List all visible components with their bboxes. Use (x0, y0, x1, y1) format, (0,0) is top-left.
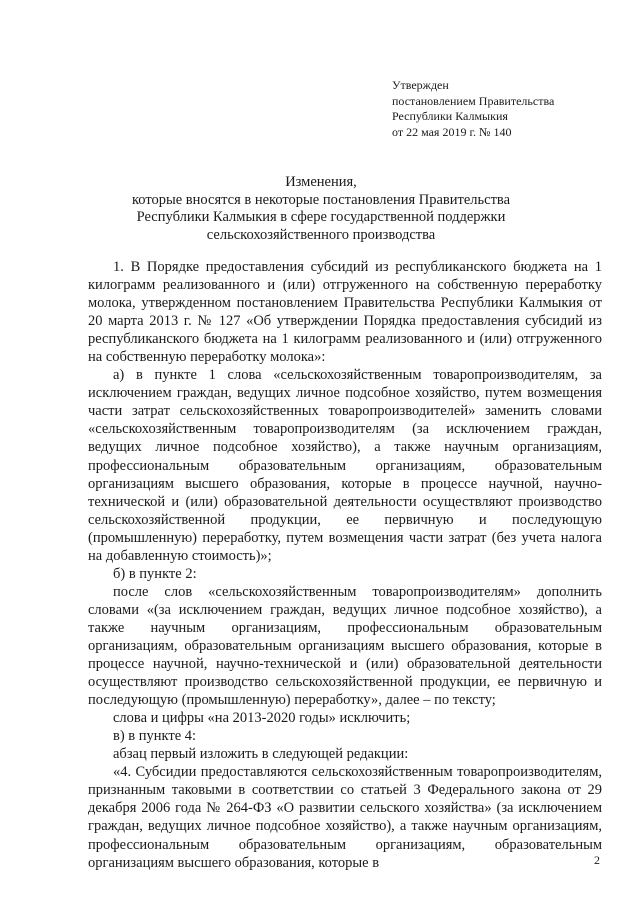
approval-line-1: Утвержден (392, 78, 449, 92)
page-number: 2 (594, 853, 600, 867)
paragraph-1: 1. В Порядке предоставления субсидий из республиканского бюджета на 1 килограмм реализованного и (или) отгруженного на собственную переработку молока, утвержденном постановлением Правительства Республики Калмыкия от 20 марта 2013 г. № 127 «Об утверждении Порядка предоставления субсидий из республиканского бюджета на 1 килограмм реализованного и (или) отгруженного на собственную переработку молока»: (88, 259, 602, 366)
paragraph-2: а) в пункте 1 слова «сельскохозяйственным товаропроизводителям, за исключением граждан, ведущих личное подсобное хозяйство, путем возмещения части затрат сельскохозяйственных товаропроизводителей» заменить словами «сельскохозяйственным товаропроизводителям (за исключением граждан, ведущих личное подсобное хозяйство), а также научным организациям, профессиональным образовательным организациям, образовательным организациям высшего образования, которые в процессе научной, научно-технической и (или) образовательной деятельности осуществляют производство сельскохозяйственной продукции, ее первичную и последующую (промышленную) переработку, путем возмещения части затрат (без учета налога на добавленную стоимость)»; (88, 367, 602, 564)
paragraph-3: б) в пункте 2: (113, 565, 197, 582)
paragraph-4: после слов «сельскохозяйственным товаропроизводителям» дополнить словами «(за исключением граждан, ведущих личное подсобное хозяйство), а также научным организациям, профессиональным образовательным организациям, образовательным организациям высшего образования, которые в процессе научной, научно-технической и (или) образовательной деятельности осуществляют производство сельскохозяйственной продукции, ее первичную и последующую (промышленную) переработку», далее – по тексту; (88, 583, 602, 709)
approval-line-4: от 22 мая 2019 г. № 140 (392, 124, 512, 139)
heading-line-3: Республики Калмыкия в сфере государственной поддержки (136, 209, 506, 225)
approval-stamp (392, 78, 622, 140)
heading-line-4: сельскохозяйственного производства (206, 226, 436, 243)
document-body (88, 258, 602, 872)
paragraph-6: в) в пункте 4: (113, 728, 197, 745)
approval-line-3: Республики Калмыкия (392, 109, 508, 123)
paragraph-5: слова и цифры «на 2013-2020 годы» исключить; (113, 710, 411, 727)
paragraph-7: абзац первый изложить в следующей редакции: (113, 746, 409, 763)
approval-line-2: постановлением Правительства (392, 93, 555, 108)
heading-line-2: которые вносятся в некоторые постановления Правительства (131, 191, 511, 208)
document-heading (86, 174, 556, 244)
heading-title: Изменения, (285, 174, 357, 190)
paragraph-8: «4. Субсидии предоставляются сельскохозяйственным товаропроизводителям, признанным таковыми в соответствии со статьей 3 Федерального закона от 29 декабря 2006 года № 264-ФЗ «О развитии сельского хозяйства» (за исключением граждан, ведущих личное подсобное хозяйство), а также научным организациям, профессиональным образовательным организациям, образовательным организациям высшего образования, которые в (88, 764, 602, 871)
